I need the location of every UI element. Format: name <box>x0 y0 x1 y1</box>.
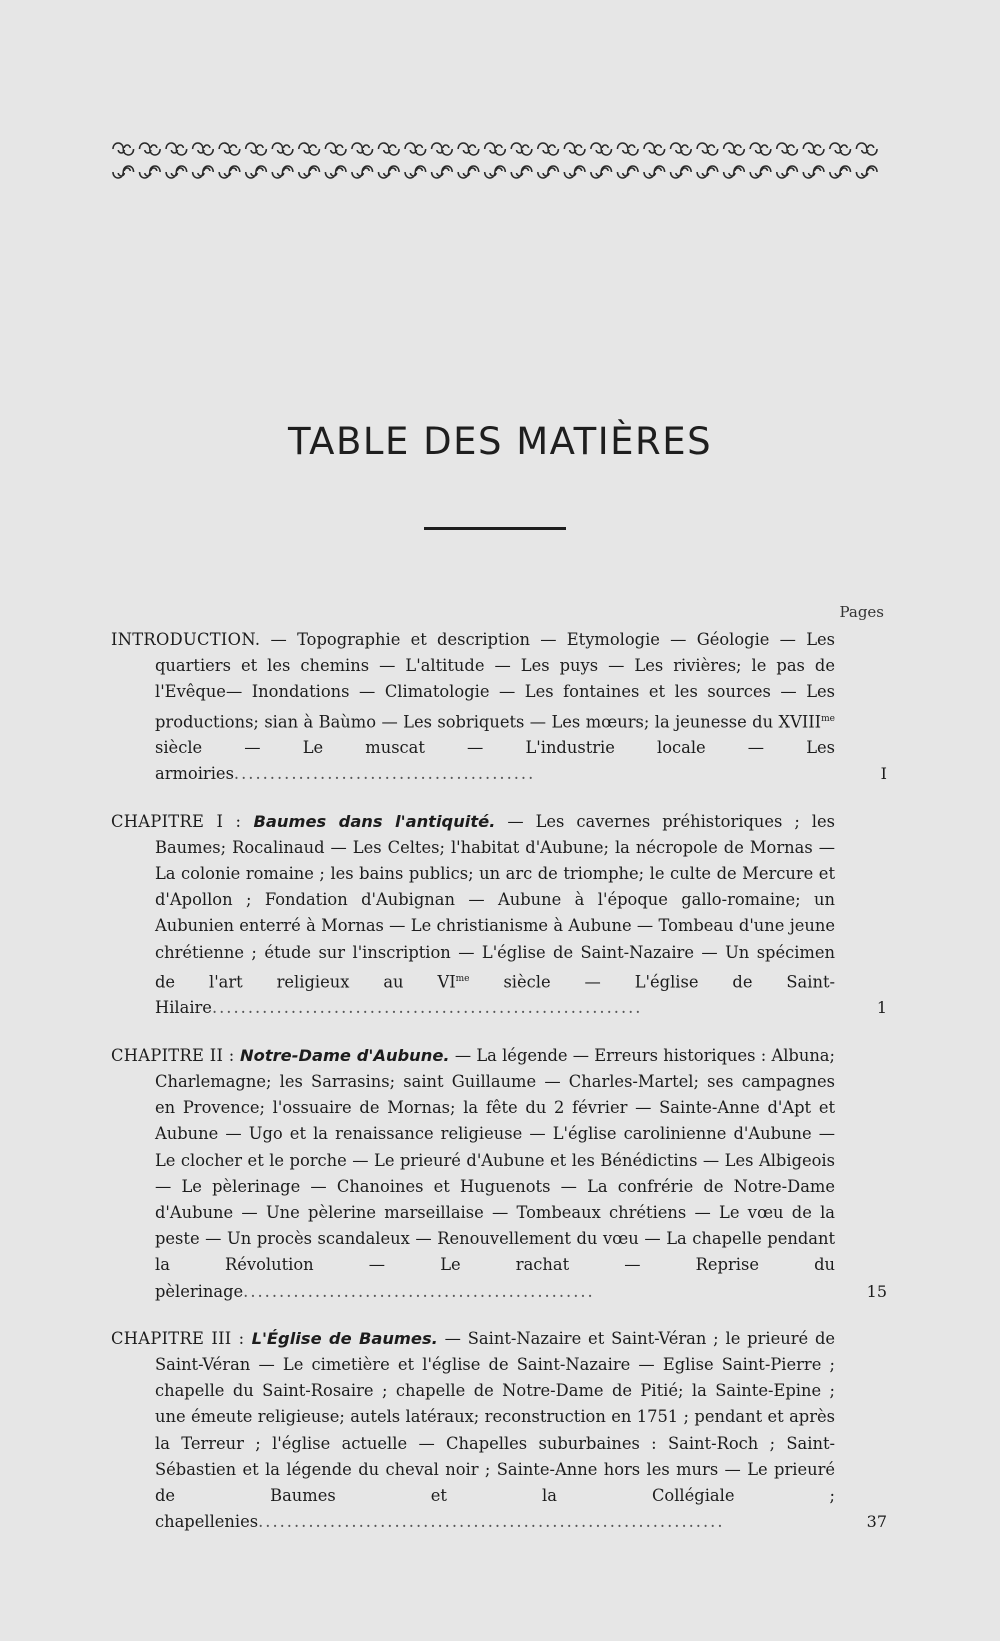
ornament-curl <box>644 143 665 155</box>
ornament-curl <box>166 143 187 155</box>
entry-description-tail: siècle — L'église de Saint-Hilaire <box>155 972 835 1018</box>
leader-dots: ............................................................ <box>211 998 643 1018</box>
ornament-curl <box>856 143 877 155</box>
ornament-curl <box>803 143 824 155</box>
ornament-curl <box>113 143 134 155</box>
entry-heading: CHAPITRE III : <box>111 1328 252 1348</box>
ornament-curl <box>617 166 638 178</box>
ornament-curl <box>617 143 638 155</box>
ornament-curl <box>485 143 506 155</box>
page-number: 15 <box>866 1281 887 1301</box>
entry-heading: INTRODUCTION. <box>111 630 261 649</box>
ornament-curl <box>299 166 320 178</box>
ornament-curl <box>325 143 346 155</box>
entry-description: — Les cavernes préhistoriques ; les Baumes; Rocalinaud — Les Celtes; l'habitat d'Aubune; la nécropole de Mornas — La colonie romaine ; les bains publics; un arc de triomphe; le culte de Mercure et d'Apollon ; Fondation d'Aubignan — Aubune à l'époque gallo-romaine; un Aubunien enterré à Mornas — Le christianisme à Aubune — Tombeau d'une jeune chrétienne ; étude sur l'inscription — L'église de Saint-Nazaire — Un spécimen de l'art religieux au VI <box>155 811 835 992</box>
entry-description-tail: siècle — Le muscat — L'industrie locale — Les armoiries <box>155 738 835 784</box>
entry-subtitle: Notre-Dame d'Aubune. <box>240 1045 450 1065</box>
pages-column-header: Pages <box>839 603 884 621</box>
ornament-curl <box>564 143 585 155</box>
ornament-curl <box>511 166 532 178</box>
leader-dots: ................................................. <box>243 1281 595 1301</box>
leader-dots: ................................................................. <box>258 1512 725 1532</box>
ornament-curl <box>591 143 612 155</box>
ornament-curl <box>724 143 745 155</box>
ornament-curl <box>113 166 134 178</box>
toc-entry-chapitre-2 <box>111 1043 887 1305</box>
ornament-curl <box>644 166 665 178</box>
ornament-curl <box>246 143 267 155</box>
ornament-curl <box>166 166 187 178</box>
page-number: I <box>880 764 887 784</box>
entry-heading: CHAPITRE II : <box>111 1045 241 1065</box>
ornament-curl <box>246 166 267 178</box>
entry-description: — Saint-Nazaire et Saint-Véran ; le prieuré de Saint-Véran — Le cimetière et l'église de Saint-Nazaire — Eglise Saint-Pierre ; chapelle du Saint-Rosaire ; chapelle de Notre-Dame de Pitié; la Sainte-Epine ; une émeute religieuse; autels latéraux; reconstruction en 1751 ; pendant et après la Terreur ; l'église actuelle — Chapelles suburbaines : Saint-Roch ; Saint-Sébastien et la légende du cheval noir ; Sainte-Anne hors les murs — Le prieuré de Baumes et la Collégiale ; chapellenies <box>155 1328 836 1532</box>
entry-subtitle: Baumes dans l'antiquité. <box>253 811 496 831</box>
ornament-curl <box>379 166 400 178</box>
ornament-curl <box>856 166 877 178</box>
ornament-curl <box>724 166 745 178</box>
ornament-curl <box>458 143 479 155</box>
leader-dots: .......................................... <box>233 764 536 784</box>
page-number: 37 <box>866 1512 887 1532</box>
ornament-curl <box>511 143 532 155</box>
ornament-curl <box>458 166 479 178</box>
ornament-curl <box>272 166 293 178</box>
entry-subtitle: L'Église de Baumes. <box>251 1328 438 1348</box>
ornament-curl <box>405 166 426 178</box>
ornament-curl <box>485 166 506 178</box>
ornament-curl <box>299 143 320 155</box>
ornament-curl <box>671 143 692 155</box>
page-title: TABLE DES MATIÈRES <box>287 420 713 463</box>
toc-entry-introduction <box>111 627 887 788</box>
ornament-curl <box>750 166 771 178</box>
table-of-contents <box>111 627 887 1556</box>
entry-description: — La légende — Erreurs historiques : Albuna; Charlemagne; les Sarrasins; saint Guillaume — Charles-Martel; ses campagnes en Provence; l'ossuaire de Mornas; la fête du 2 février — Sainte-Anne d'Apt et Aubune — Ugo et la renaissance religieuse — L'église carolinienne d'Aubune — Le clocher et le porche — Le prieuré d'Aubune et les Bénédictins — Les Albigeois — Le pèlerinage — Chanoines et Huguenots — La confrérie de Notre-Dame d'Aubune — Une pèlerine marseillaise — Tombeaux chrétiens — Le vœu de la peste — Un procès scandaleux — Renouvellement du vœu — La chapelle pendant la Révolution — Le rachat — Reprise du pèlerinage <box>155 1045 835 1301</box>
toc-entry-chapitre-3 <box>111 1326 887 1536</box>
ornament-curl <box>538 143 559 155</box>
ornament-curl <box>591 166 612 178</box>
entry-heading: CHAPITRE I : <box>111 811 254 831</box>
ornament-curl <box>432 143 453 155</box>
page-number: 1 <box>876 998 887 1018</box>
ornament-curl <box>219 166 240 178</box>
ornament-curl <box>352 143 373 155</box>
ornament-curl <box>432 166 453 178</box>
superscript: me <box>455 973 470 984</box>
ornament-curl <box>777 143 798 155</box>
ornament-curl <box>219 143 240 155</box>
ornament-curl <box>405 143 426 155</box>
ornament-curl <box>325 166 346 178</box>
ornament-curl <box>750 143 771 155</box>
ornament-curl <box>272 143 293 155</box>
toc-entry-chapitre-1 <box>111 809 887 1022</box>
ornament-curl <box>803 166 824 178</box>
ornament-curl <box>379 143 400 155</box>
ornament-curl <box>140 166 161 178</box>
title-rule <box>424 527 566 530</box>
ornament-curl <box>830 166 851 178</box>
ornament-curl <box>830 143 851 155</box>
ornament-curl <box>697 166 718 178</box>
ornament-curl <box>140 143 161 155</box>
ornament-curl <box>538 166 559 178</box>
ornament-curl <box>777 166 798 178</box>
entry-description: — Topographie et description — Etymologie — Géologie — Les quartiers et les chemins — L'altitude — Les puys — Les rivières; le pas de l'Evêque— Inondations — Climatologie — Les fontaines et les sources — Les productions; sian à Baùmo — Les sobriquets — Les mœurs; la jeunesse du XVIII <box>155 630 835 732</box>
decorative-ornament-band <box>110 138 880 184</box>
ornament-curl <box>193 166 214 178</box>
ornament-curl <box>697 143 718 155</box>
ornament-curl <box>671 166 692 178</box>
ornament-curl <box>352 166 373 178</box>
ornament-curl <box>564 166 585 178</box>
superscript: me <box>821 713 835 724</box>
ornament-curl <box>193 143 214 155</box>
